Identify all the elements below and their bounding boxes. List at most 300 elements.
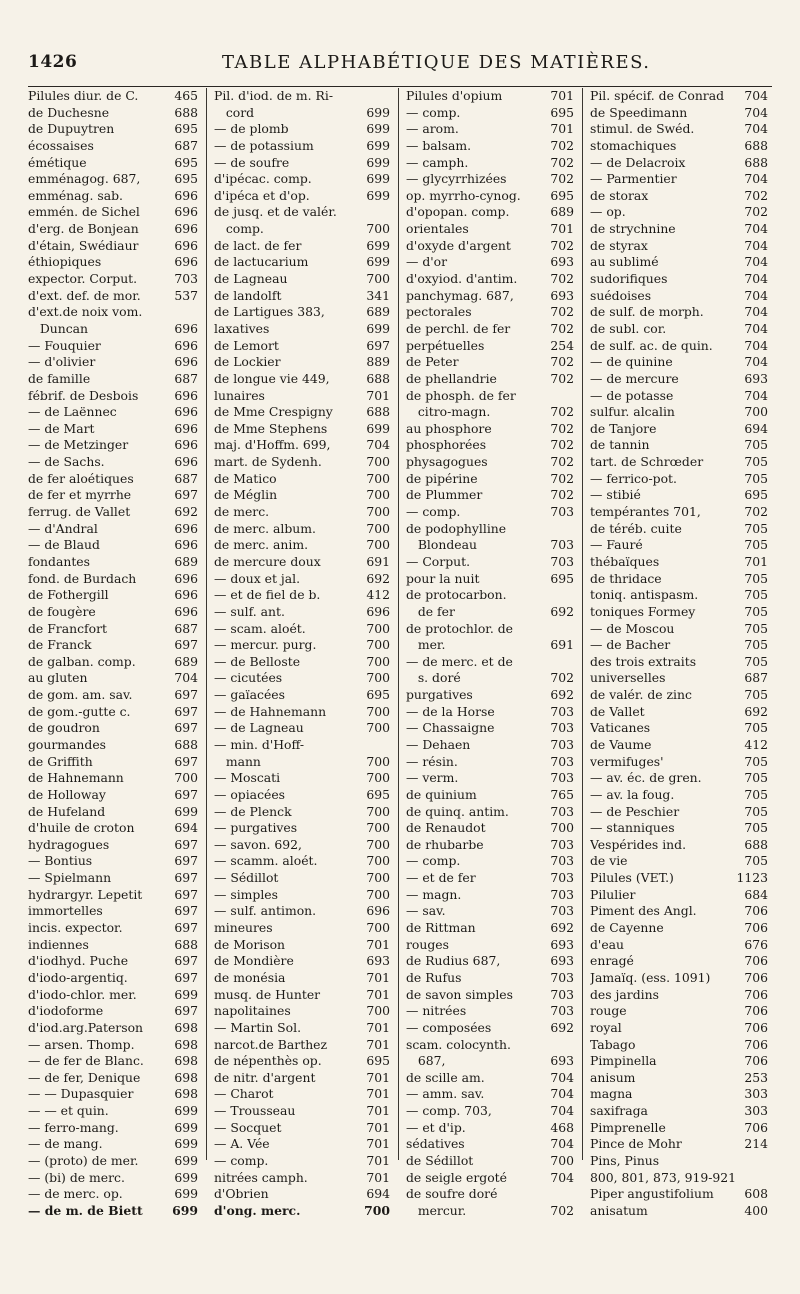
index-entry bbox=[406, 770, 574, 787]
index-entry bbox=[28, 953, 198, 970]
entry-term: de podophylline bbox=[406, 520, 507, 536]
entry-page: 704 bbox=[744, 337, 768, 353]
entry-term: — stibié bbox=[590, 487, 641, 503]
index-entry bbox=[214, 1103, 390, 1120]
index-entry bbox=[28, 238, 198, 255]
index-entry bbox=[406, 1170, 574, 1187]
index-entry bbox=[28, 903, 198, 920]
entry-page: 701 bbox=[366, 1119, 390, 1135]
index-entry bbox=[590, 804, 768, 821]
entry-term: — de potassium bbox=[214, 137, 314, 153]
entry-term: — sulf. ant. bbox=[214, 603, 285, 619]
entry-term: — et de fiel de b. bbox=[214, 587, 321, 603]
entry-page: 697 bbox=[174, 753, 198, 769]
entry-page: 700 bbox=[366, 470, 390, 486]
index-entry bbox=[214, 138, 390, 155]
entry-term: d'Obrien bbox=[214, 1186, 269, 1202]
index-entry bbox=[28, 804, 198, 821]
entry-term: Pil. spécif. de Conrad bbox=[590, 88, 725, 103]
entry-term: thébaïques bbox=[590, 553, 660, 569]
entry-term: de Méglin bbox=[214, 487, 278, 503]
entry-term: de Griffith bbox=[28, 753, 93, 769]
entry-page: 705 bbox=[744, 520, 768, 536]
entry-page: 699 bbox=[174, 1119, 198, 1135]
entry-term: — sav. bbox=[406, 903, 446, 919]
entry-page: 700 bbox=[550, 820, 574, 836]
entry-term: — nitrées bbox=[406, 1003, 467, 1019]
entry-term: rouges bbox=[406, 936, 449, 952]
entry-term: écossaises bbox=[28, 137, 94, 153]
entry-page: 701 bbox=[550, 221, 574, 237]
index-entry bbox=[214, 687, 390, 704]
entry-page: 706 bbox=[744, 903, 768, 919]
entry-term: de quinq. antim. bbox=[406, 803, 509, 819]
entry-page: 704 bbox=[744, 320, 768, 336]
entry-term: enragé bbox=[590, 953, 634, 969]
column-divider bbox=[206, 88, 207, 1160]
entry-term: — (bi) de merc. bbox=[28, 1169, 125, 1185]
index-entry bbox=[214, 471, 390, 488]
entry-page: 697 bbox=[174, 786, 198, 802]
entry-term: de Holloway bbox=[28, 786, 106, 802]
entry-page: 701 bbox=[366, 1036, 390, 1052]
entry-page: 697 bbox=[366, 337, 390, 353]
entry-page: 702 bbox=[550, 304, 574, 320]
index-entry bbox=[214, 238, 390, 255]
entry-page: 702 bbox=[550, 370, 574, 386]
index-entry bbox=[406, 637, 574, 654]
index-entry bbox=[590, 221, 768, 238]
index-entry bbox=[406, 304, 574, 321]
index-entry bbox=[214, 1020, 390, 1037]
entry-term: de Lagneau bbox=[214, 271, 288, 287]
entry-page: 697 bbox=[174, 720, 198, 736]
entry-term: d'ipéca et d'op. bbox=[214, 187, 310, 203]
entry-page: 702 bbox=[744, 204, 768, 220]
index-entry bbox=[590, 571, 768, 588]
entry-page: 704 bbox=[550, 1169, 574, 1185]
page-number: 1426 bbox=[28, 52, 78, 72]
entry-page: 696 bbox=[174, 454, 198, 470]
index-entry bbox=[214, 820, 390, 837]
entry-page: 684 bbox=[744, 886, 768, 902]
index-entry bbox=[28, 437, 198, 454]
entry-page: 700 bbox=[366, 504, 390, 520]
index-entry bbox=[406, 804, 574, 821]
entry-page: 694 bbox=[366, 1186, 390, 1202]
entry-page: 700 bbox=[366, 637, 390, 653]
index-entry bbox=[28, 1170, 198, 1187]
index-entry bbox=[590, 238, 768, 255]
entry-page: 700 bbox=[366, 271, 390, 287]
index-entry bbox=[590, 537, 768, 554]
index-entry bbox=[214, 637, 390, 654]
index-entry bbox=[590, 354, 768, 371]
entry-page: 706 bbox=[744, 1036, 768, 1052]
entry-page: 704 bbox=[744, 304, 768, 320]
entry-term: de subl. cor. bbox=[590, 320, 667, 336]
entry-term: Piment des Angl. bbox=[590, 903, 697, 919]
entry-page: 704 bbox=[744, 254, 768, 270]
entry-page: 695 bbox=[366, 1053, 390, 1069]
entry-page: 701 bbox=[366, 1169, 390, 1185]
index-entry bbox=[214, 521, 390, 538]
index-entry bbox=[590, 521, 768, 538]
running-title: TABLE ALPHABÉTIQUE DES MATIÈRES. bbox=[222, 52, 651, 73]
entry-page: 699 bbox=[174, 986, 198, 1002]
index-entry bbox=[406, 870, 574, 887]
entry-term: gourmandes bbox=[28, 736, 107, 752]
entry-page bbox=[387, 88, 390, 105]
index-entry bbox=[406, 1103, 574, 1120]
index-entry bbox=[406, 937, 574, 954]
index-entry bbox=[406, 654, 574, 671]
entry-page: 698 bbox=[174, 1036, 198, 1052]
entry-term: emmén. de Sichel bbox=[28, 204, 140, 220]
entry-page: 693 bbox=[550, 254, 574, 270]
entry-page: 700 bbox=[366, 703, 390, 719]
entry-page: 696 bbox=[174, 387, 198, 403]
index-entry bbox=[590, 504, 768, 521]
entry-page: 702 bbox=[744, 504, 768, 520]
index-entry bbox=[28, 254, 198, 271]
index-entry bbox=[214, 754, 390, 771]
index-entry bbox=[590, 637, 768, 654]
index-entry bbox=[406, 521, 574, 538]
entry-term: — de Hahnemann bbox=[214, 703, 327, 719]
entry-page bbox=[765, 1170, 768, 1187]
entry-term: de Mme Stephens bbox=[214, 420, 328, 436]
entry-page: 695 bbox=[366, 687, 390, 703]
index-entry bbox=[28, 521, 198, 538]
index-entry bbox=[406, 121, 574, 138]
entry-page: 688 bbox=[174, 104, 198, 120]
index-entry bbox=[590, 188, 768, 205]
index-entry bbox=[214, 105, 390, 122]
entry-term: incis. expector. bbox=[28, 920, 123, 936]
entry-term: — de m. de Biett bbox=[28, 1202, 143, 1218]
entry-term: — de Moscou bbox=[590, 620, 675, 636]
index-entry bbox=[590, 754, 768, 771]
index-entry bbox=[590, 121, 768, 138]
entry-term: nitrées camph. bbox=[214, 1169, 308, 1185]
entry-term: — av. éc. de gren. bbox=[590, 770, 702, 786]
entry-term: — de Laënnec bbox=[28, 404, 117, 420]
entry-page: 702 bbox=[550, 154, 574, 170]
entry-page: 689 bbox=[174, 553, 198, 569]
entry-page: 704 bbox=[550, 1136, 574, 1152]
entry-term: de gom. am. sav. bbox=[28, 687, 133, 703]
entry-term: de galban. comp. bbox=[28, 653, 136, 669]
entry-term: d'iod.arg.Paterson bbox=[28, 1019, 144, 1035]
entry-term: — Fauré bbox=[590, 537, 643, 553]
entry-page: 699 bbox=[366, 171, 390, 187]
entry-page: 700 bbox=[744, 404, 768, 420]
entry-page: 699 bbox=[174, 1186, 198, 1202]
index-entry bbox=[214, 88, 390, 105]
entry-term: — d'Andral bbox=[28, 520, 98, 536]
entry-term: — comp. bbox=[406, 853, 461, 869]
entry-page: 697 bbox=[174, 703, 198, 719]
entry-page: 341 bbox=[366, 287, 390, 303]
index-entry bbox=[590, 1203, 768, 1220]
entry-term: au sublimé bbox=[590, 254, 659, 270]
index-entry bbox=[28, 388, 198, 405]
entry-page: 701 bbox=[366, 1086, 390, 1102]
entry-page: 706 bbox=[744, 1003, 768, 1019]
index-entry bbox=[214, 937, 390, 954]
entry-page: 699 bbox=[366, 121, 390, 137]
entry-page: 704 bbox=[744, 171, 768, 187]
entry-page: 697 bbox=[174, 836, 198, 852]
index-entry bbox=[406, 853, 574, 870]
entry-page: 692 bbox=[744, 703, 768, 719]
entry-term: d'ipécac. comp. bbox=[214, 171, 312, 187]
entry-term: de Cayenne bbox=[590, 920, 664, 936]
index-entry bbox=[406, 105, 574, 122]
entry-page: 703 bbox=[550, 870, 574, 886]
entry-page: 691 bbox=[550, 637, 574, 653]
index-entry bbox=[28, 1037, 198, 1054]
index-entry bbox=[590, 604, 768, 621]
entry-term: de merc. anim. bbox=[214, 537, 309, 553]
index-entry bbox=[590, 371, 768, 388]
index-entry bbox=[406, 421, 574, 438]
entry-term: — A. Vée bbox=[214, 1136, 270, 1152]
entry-page: 704 bbox=[550, 1086, 574, 1102]
entry-term: de soufre doré bbox=[406, 1186, 498, 1202]
entry-term: mart. de Sydenh. bbox=[214, 454, 322, 470]
index-entry bbox=[214, 1170, 390, 1187]
entry-term: de Morison bbox=[214, 936, 286, 952]
index-entry bbox=[406, 704, 574, 721]
index-entry bbox=[28, 404, 198, 421]
index-entry bbox=[406, 321, 574, 338]
index-entry bbox=[406, 1020, 574, 1037]
index-entry bbox=[28, 338, 198, 355]
index-entry bbox=[590, 138, 768, 155]
index-entry bbox=[590, 471, 768, 488]
entry-term: — Trousseau bbox=[214, 1103, 296, 1119]
entry-term: fébrif. de Desbois bbox=[28, 387, 139, 403]
entry-page: 696 bbox=[174, 337, 198, 353]
index-entry bbox=[590, 937, 768, 954]
entry-term: de Lemort bbox=[214, 337, 279, 353]
entry-page: 693 bbox=[744, 370, 768, 386]
index-entry bbox=[214, 537, 390, 554]
index-entry bbox=[590, 88, 768, 105]
index-entry bbox=[214, 704, 390, 721]
entry-page: 700 bbox=[366, 886, 390, 902]
index-entry bbox=[406, 271, 574, 288]
entry-term: de sulf. ac. de quin. bbox=[590, 337, 713, 353]
index-entry bbox=[406, 787, 574, 804]
index-entry bbox=[28, 754, 198, 771]
index-entry bbox=[28, 1153, 198, 1170]
entry-term: de Vallet bbox=[590, 703, 645, 719]
entry-page: 706 bbox=[744, 1053, 768, 1069]
index-entry bbox=[590, 987, 768, 1004]
entry-page: 700 bbox=[366, 537, 390, 553]
entry-term: citro-magn. bbox=[406, 404, 491, 420]
entry-term: de Hufeland bbox=[28, 803, 106, 819]
entry-page: 704 bbox=[744, 271, 768, 287]
entry-page: 705 bbox=[744, 637, 768, 653]
index-entry bbox=[406, 887, 574, 904]
entry-page: 700 bbox=[366, 836, 390, 852]
entry-term: Pimpinella bbox=[590, 1053, 657, 1069]
index-entry bbox=[214, 1053, 390, 1070]
entry-term: de lactucarium bbox=[214, 254, 309, 270]
entry-term: — de fer de Blanc. bbox=[28, 1053, 144, 1069]
entry-page: 687 bbox=[174, 620, 198, 636]
index-entry bbox=[590, 1103, 768, 1120]
entry-page: 703 bbox=[550, 753, 574, 769]
entry-term: — simples bbox=[214, 886, 278, 902]
entry-page: 688 bbox=[744, 154, 768, 170]
entry-page: 701 bbox=[550, 88, 574, 103]
entry-term: éthiopiques bbox=[28, 254, 102, 270]
entry-page: 700 bbox=[366, 653, 390, 669]
index-entry bbox=[406, 371, 574, 388]
entry-page: 706 bbox=[744, 920, 768, 936]
entry-term: — de Peschier bbox=[590, 803, 680, 819]
entry-term: au phosphore bbox=[406, 420, 492, 436]
entry-page: 700 bbox=[366, 803, 390, 819]
index-entry bbox=[28, 1086, 198, 1103]
column-divider bbox=[398, 88, 399, 1160]
entry-term: Pilules diur. de C. bbox=[28, 88, 139, 103]
entry-page: 706 bbox=[744, 1119, 768, 1135]
entry-page: 700 bbox=[366, 620, 390, 636]
entry-page: 704 bbox=[744, 237, 768, 253]
index-entry bbox=[214, 437, 390, 454]
index-entry bbox=[28, 587, 198, 604]
index-entry bbox=[214, 304, 390, 321]
entry-page: 700 bbox=[366, 1003, 390, 1019]
entry-page: 696 bbox=[174, 204, 198, 220]
entry-page: 700 bbox=[366, 670, 390, 686]
index-entry bbox=[28, 621, 198, 638]
entry-page: 693 bbox=[366, 953, 390, 969]
index-entry bbox=[214, 1203, 390, 1220]
entry-term: de népenthès op. bbox=[214, 1053, 322, 1069]
entry-term: de fer bbox=[406, 603, 455, 619]
entry-term: de styrax bbox=[590, 237, 648, 253]
entry-term: — ferrico-pot. bbox=[590, 470, 677, 486]
entry-term: Pilulier bbox=[590, 886, 636, 902]
index-entry bbox=[406, 537, 574, 554]
index-entry bbox=[406, 571, 574, 588]
entry-page: 701 bbox=[744, 553, 768, 569]
entry-term: de fer et myrrhe bbox=[28, 487, 132, 503]
entry-page: 703 bbox=[550, 1003, 574, 1019]
entry-page: 703 bbox=[550, 986, 574, 1002]
entry-page: 697 bbox=[174, 637, 198, 653]
entry-page: 688 bbox=[174, 936, 198, 952]
index-entry bbox=[28, 1003, 198, 1020]
entry-page: 696 bbox=[174, 254, 198, 270]
entry-page: 692 bbox=[550, 1019, 574, 1035]
entry-term: — stanniques bbox=[590, 820, 675, 836]
entry-term: sudorifiques bbox=[590, 271, 668, 287]
index-entry bbox=[28, 1053, 198, 1070]
entry-page: 696 bbox=[174, 187, 198, 203]
entry-page: 701 bbox=[366, 936, 390, 952]
entry-term: de fer aloétiques bbox=[28, 470, 134, 486]
entry-page: 694 bbox=[174, 820, 198, 836]
entry-term: panchymag. 687, bbox=[406, 287, 514, 303]
entry-page: 702 bbox=[550, 137, 574, 153]
entry-term: de Plummer bbox=[406, 487, 483, 503]
index-entry bbox=[406, 903, 574, 920]
entry-term: — purgatives bbox=[214, 820, 298, 836]
entry-term: — magn. bbox=[406, 886, 462, 902]
index-entry bbox=[28, 853, 198, 870]
entry-term: universelles bbox=[590, 670, 666, 686]
index-entry bbox=[214, 371, 390, 388]
entry-page: 705 bbox=[744, 720, 768, 736]
entry-page: 254 bbox=[550, 337, 574, 353]
entry-term: — de Mart bbox=[28, 420, 95, 436]
entry-page: 699 bbox=[366, 137, 390, 153]
entry-page bbox=[571, 621, 574, 638]
index-entry bbox=[590, 887, 768, 904]
entry-page: 699 bbox=[172, 1202, 198, 1218]
entry-term: d'ong. merc. bbox=[214, 1202, 301, 1218]
entry-page: 700 bbox=[366, 770, 390, 786]
entry-page: 704 bbox=[174, 670, 198, 686]
entry-page: 696 bbox=[366, 903, 390, 919]
index-entry bbox=[406, 621, 574, 638]
entry-term: de pipérine bbox=[406, 470, 478, 486]
entry-page bbox=[765, 1153, 768, 1170]
entry-page bbox=[195, 304, 198, 321]
entry-term: saxifraga bbox=[590, 1103, 648, 1119]
index-entry bbox=[28, 920, 198, 937]
index-entry bbox=[28, 554, 198, 571]
index-entry bbox=[406, 171, 574, 188]
entry-term: fond. de Burdach bbox=[28, 570, 137, 586]
entry-page: 687 bbox=[744, 670, 768, 686]
header-rule bbox=[28, 86, 772, 87]
entry-page: 705 bbox=[744, 437, 768, 453]
entry-page: 696 bbox=[174, 570, 198, 586]
entry-page: 695 bbox=[744, 487, 768, 503]
entry-term: — glycyrrhizées bbox=[406, 171, 507, 187]
entry-page: 702 bbox=[550, 237, 574, 253]
entry-term: — et de fer bbox=[406, 870, 476, 886]
entry-page: 700 bbox=[174, 770, 198, 786]
entry-term: au gluten bbox=[28, 670, 88, 686]
index-entry bbox=[590, 920, 768, 937]
index-entry bbox=[406, 487, 574, 504]
index-entry bbox=[590, 654, 768, 671]
entry-page: 700 bbox=[366, 221, 390, 237]
index-entry bbox=[590, 970, 768, 987]
entry-page: 706 bbox=[744, 1019, 768, 1035]
entry-page: 699 bbox=[174, 1169, 198, 1185]
index-entry bbox=[28, 987, 198, 1004]
entry-term: — camph. bbox=[406, 154, 469, 170]
entry-term: — Parmentier bbox=[590, 171, 677, 187]
index-entry bbox=[406, 920, 574, 937]
entry-term: — comp. 703, bbox=[406, 1103, 492, 1119]
entry-page: 412 bbox=[744, 736, 768, 752]
index-entry bbox=[28, 471, 198, 488]
entry-term: — doux et jal. bbox=[214, 570, 301, 586]
entry-term: Vespérides ind. bbox=[590, 836, 687, 852]
